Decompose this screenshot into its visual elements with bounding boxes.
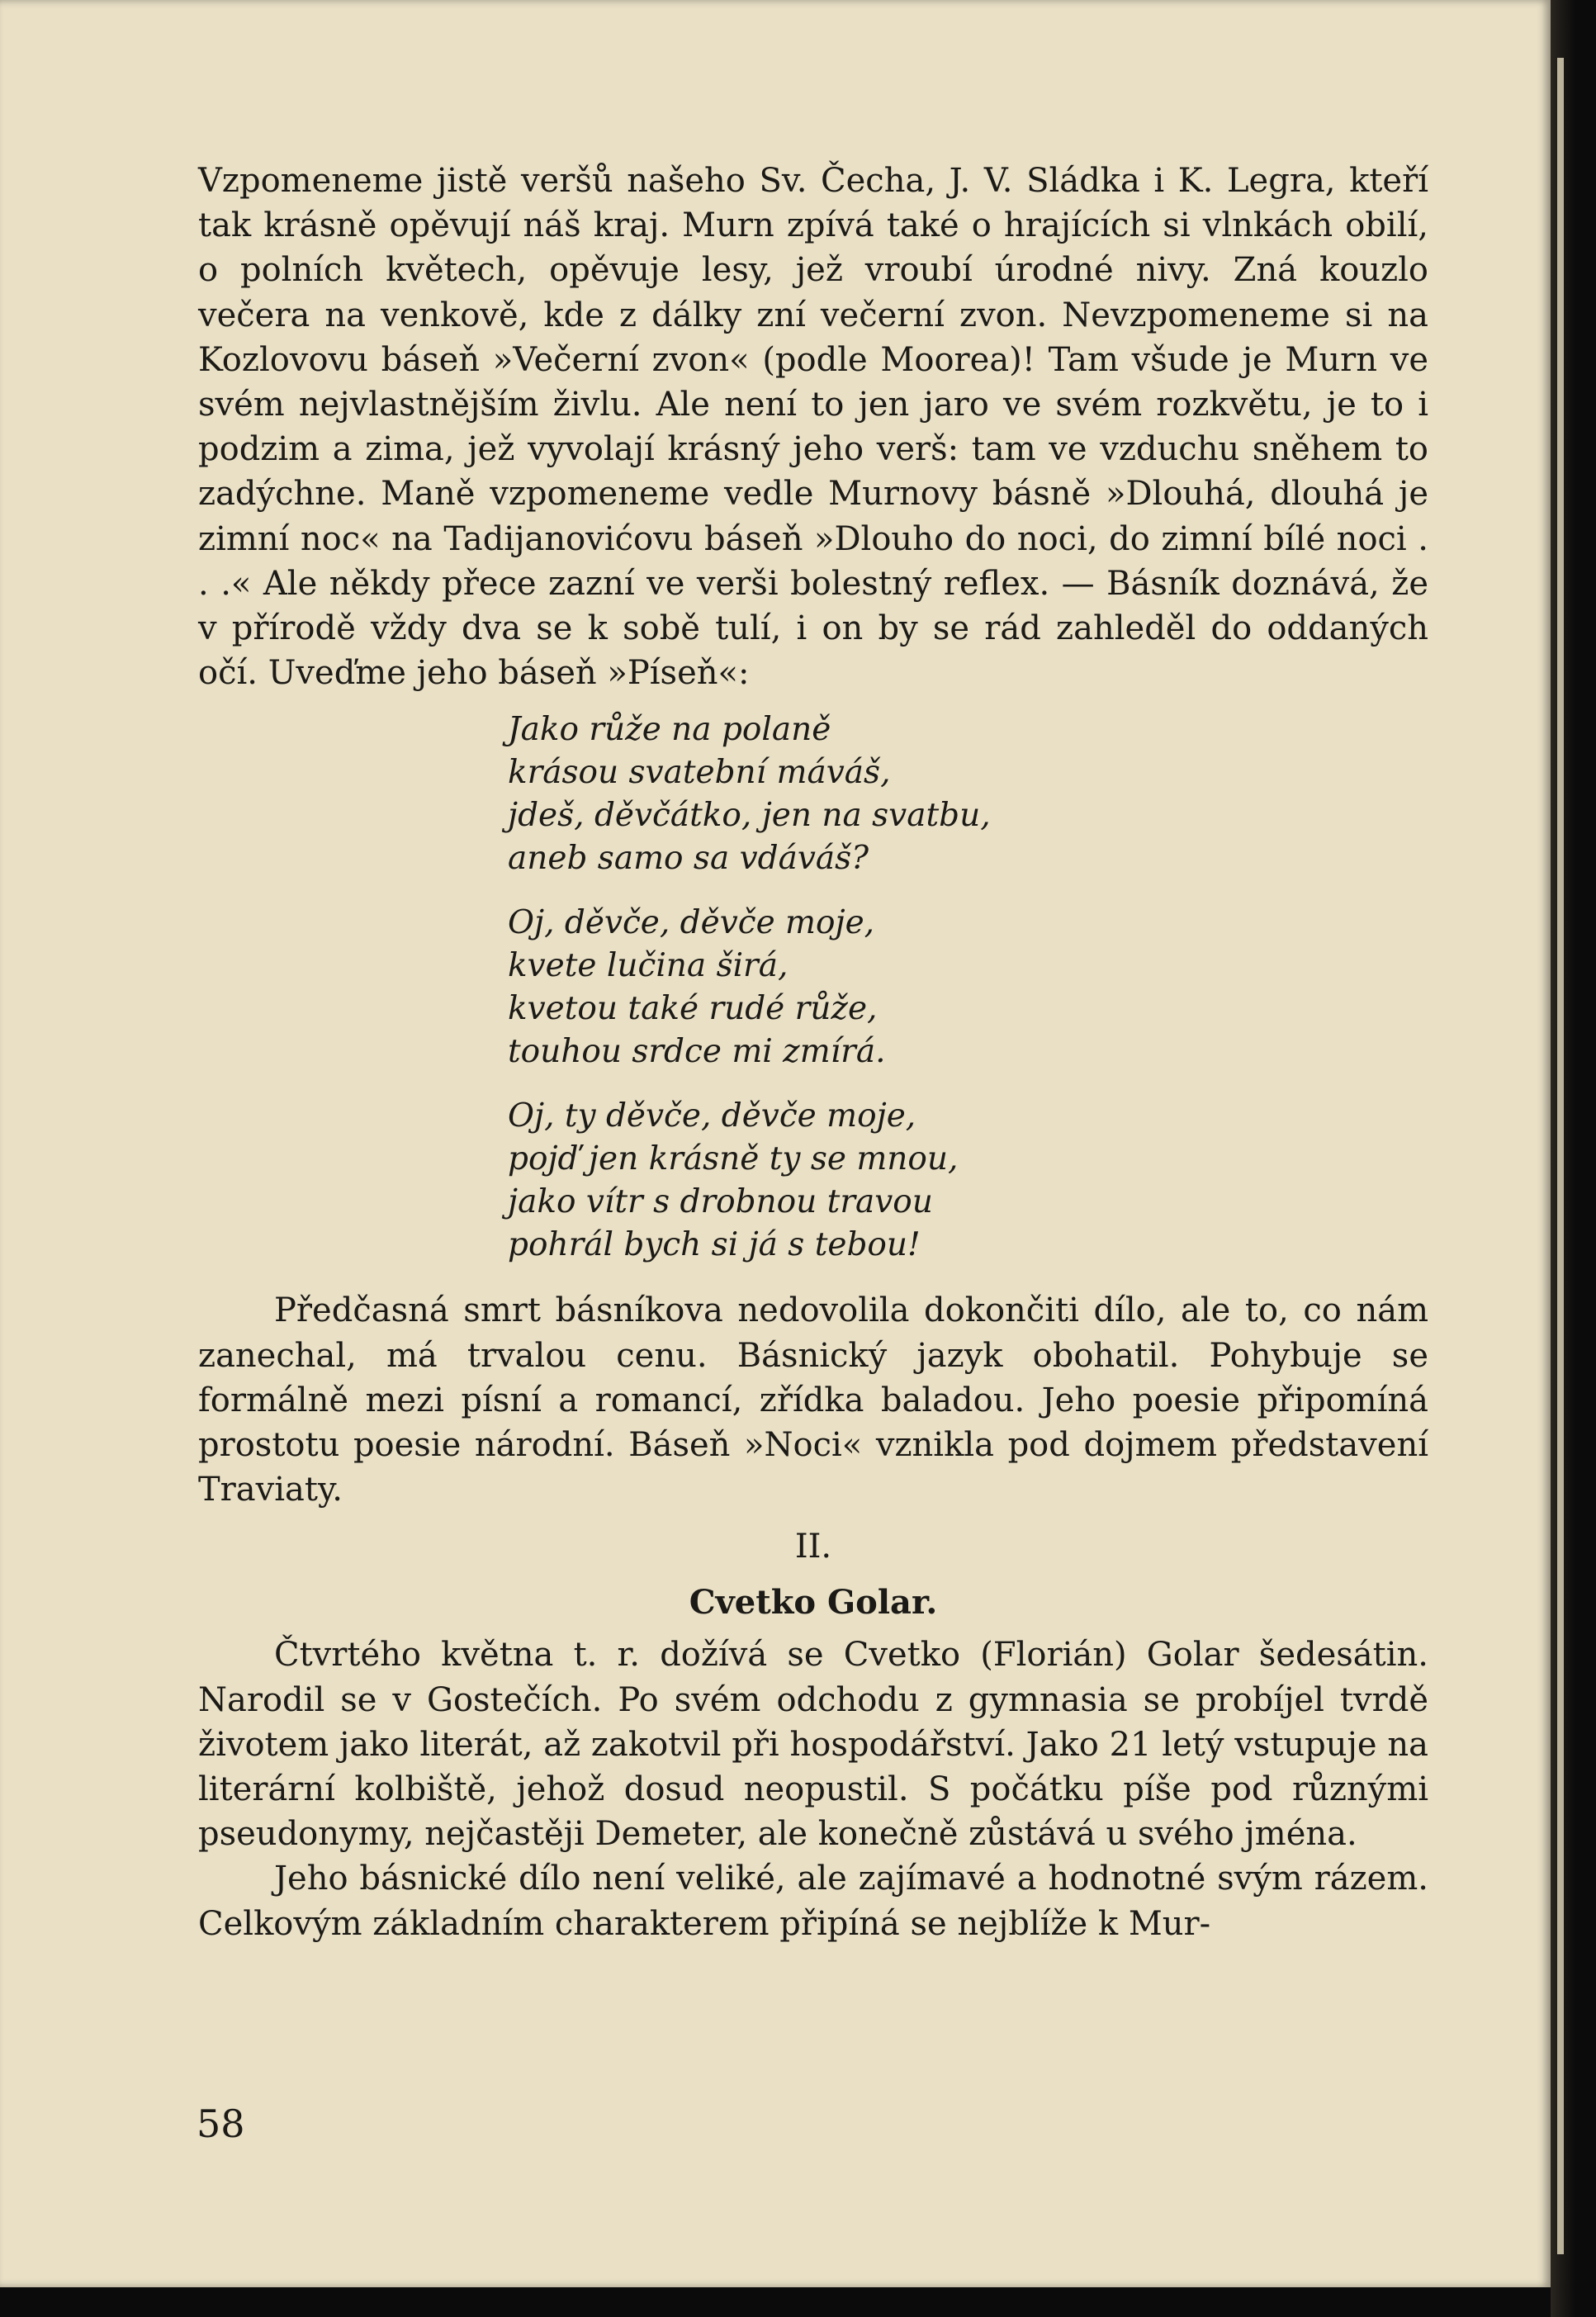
poem-stanza-1 — [508, 708, 1428, 880]
poem-line: krásou svatební máváš, — [508, 754, 891, 792]
paragraph-4: Jeho básnické dílo není veliké, ale zajímavé a hodnotné svým rázem. Celkovým základním charakterem připíná se nejblíže k Mur- — [198, 1860, 1428, 1943]
poem-line: touhou srdce mi zmírá. — [508, 1033, 886, 1071]
book-spine-edge — [1557, 58, 1564, 2254]
poem-line: Oj, ty děvče, děvče moje, — [508, 1097, 916, 1135]
page-number: 58 — [197, 2101, 245, 2146]
poem-line: pohrál bych si já s tebou! — [508, 1226, 921, 1264]
poem-line: jako vítr s drobnou travou — [508, 1183, 933, 1221]
poem-line: pojď jen krásně ty se mnou, — [508, 1140, 959, 1178]
paragraph-2: Předčasná smrt básníkova nedovolila dokončiti dílo, ale to, co nám zanechal, má trvalou cenu. Básnický jazyk obohatil. Pohybuje se formálně mezi písní a romancí, zřídka baladou. Jeho poesie připomíná prostotu poesie národní. Báseň »Noci« vznikla pod dojmem představení Traviaty. — [198, 1291, 1428, 1509]
poem-stanza-2 — [508, 902, 1428, 1073]
text-block — [198, 159, 1428, 1946]
paragraph-1: Vzpomeneme jistě veršů našeho Sv. Čecha, J. V. Sládka i K. Legra, kteří tak krásně opěvují náš kraj. Murn zpívá také o hrajících si vlnkách obilí, o polních květech, opěvuje lesy, jež vroubí úrodné nivy. Zná kouzlo večera na venkově, kde z dálky zní večerní zvon. Nevzpomeneme si na Kozlovovu báseň »Večerní zvon« (podle Moorea)! Tam všude je Murn ve svém nejvlastnějším živlu. Ale není to jen jaro ve svém rozkvětu, je to i podzim a zima, jež vyvolají krásný jeho verš: tam ve vzduchu sněhem to zadýchne. Maně vzpomeneme vedle Murnovy básně »Dlouhá, dlouhá je zimní noc« na Tadijanovićovu báseň »Dlouho do noci, do zimní bílé noci . . .« Ale někdy přece zazní ve verši bolestný reflex. — Básník doznává, že v přírodě vždy dva se k sobě tulí, i on by se rád zahleděl do oddaných očí. Uveďme jeho báseň »Píseň«: — [198, 162, 1428, 693]
poem-line: aneb samo sa vdáváš? — [508, 840, 869, 878]
poem-pisen — [508, 708, 1428, 1267]
poem-line: Oj, děvče, děvče moje, — [508, 904, 875, 942]
section-title: Cvetko Golar. — [689, 1583, 938, 1623]
poem-line: kvete lučina širá, — [508, 947, 789, 985]
poem-stanza-3 — [508, 1095, 1428, 1267]
poem-line: kvetou také rudé růže, — [508, 990, 878, 1028]
poem-line: Jako růže na polaně — [508, 711, 831, 749]
paragraph-3: Čtvrtého května t. r. dožívá se Cvetko (Florián) Golar šedesátin. Narodil se v Gostečích. Po svém odchodu z gymnasia se probíjel tvrdě životem jako literát, až zakotvil při hospodářství. Jako 21 letý vstupuje na literární kolbiště, jehož dosud neopustil. S počátku píše pod různými pseudonymy, nejčastěji Demeter, ale konečně zůstává u svého jména. — [198, 1636, 1428, 1854]
poem-line: jdeš, děvčátko, jen na svatbu, — [508, 797, 991, 835]
section-number: II. — [794, 1528, 832, 1566]
